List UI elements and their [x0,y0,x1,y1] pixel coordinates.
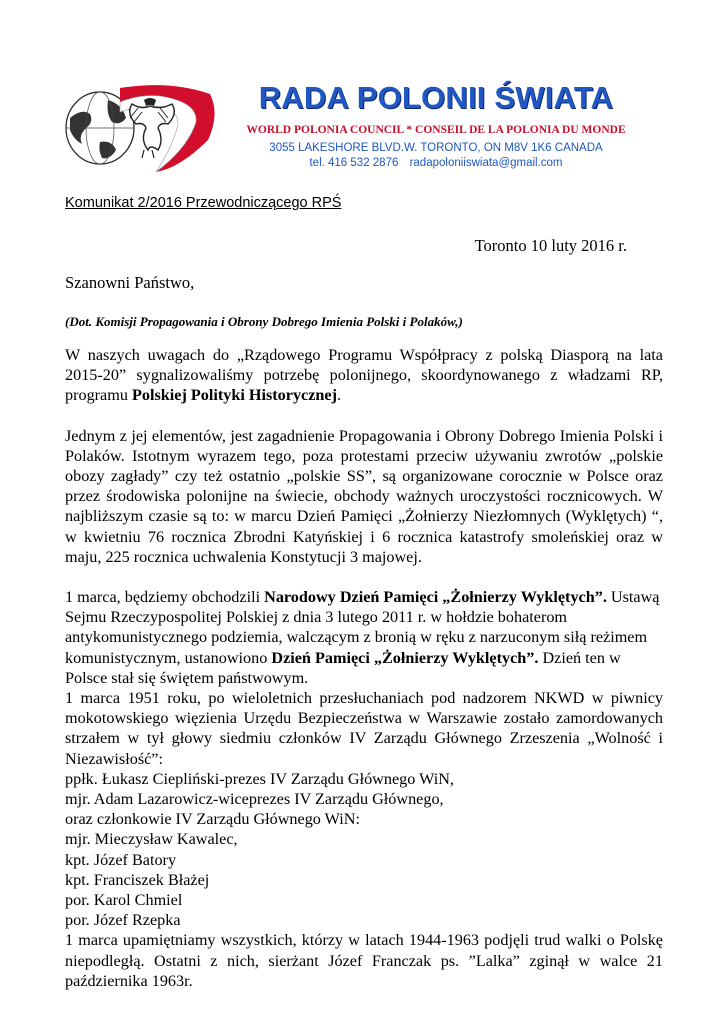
organization-contact [226,157,646,169]
list-item: por. Karol Chmiel [65,891,183,910]
organization-title: RADA POLONII ŚWIATA [258,80,614,115]
list-item: oraz członkowie IV Zarządu Głównego WiN: [65,810,360,829]
list-item: mjr. Adam Lazarowicz-wiceprezes IV Zarządu Głównego, [65,790,444,809]
paragraph-2: Jednym z jej elementów, jest zagadnienie Propagowania i Obrony Dobrego Imienia Polski i Polaków. Istotnym wyrazem tego, poza protestami przeciw używaniu zwrotów „polskie obozy zagłady” czy też ostatnio „polskie SS”, są organizowane corocznie w Polsce oraz przez środowiska polonijne na świecie, obchody ważnych uroczystości rocznicowych. W najbliższym czasie są to: w marcu Dzień Pamięci „Żołnierzy Niezłomnych (Wyklętych) “, w kwietniu 76 rocznica Zbrodni Katyńskiej i 6 rocznica katastrofy smoleńskiej oraz w maju, 225 rocznica uchwalenia Konstytucji 3 majowej. [65,426,663,566]
email-address[interactable]: radapoloniiswiata@gmail.com [409,157,563,169]
paragraph-3: 1 marca, będziemy obchodzili Narodowy Dzień Pamięci „Żołnierzy Wyklętych”. Ustawą Sejmu Rzeczypospolitej Polskiej z dnia 3 lutego 2011 r. w hołdzie bohaterom antykomunistycznego podziemia, walczącym z bronią w ręku z narzuconym siłą reżimem komunistycznym, ustanowiono Dzień Pamięci „Żołnierzy Wyklętych”. Dzień ten w Polsce stał się świętem państwowym. [65,588,660,687]
paragraph-4: 1 marca 1951 roku, po wieloletnich przesłuchaniach pod nadzorem NKWD w piwnicy mokotowskiego więzienia Urzędu Bezpieczeństwa w Warszawie zostało zamordowanych strzałem w tył głowy siedmiu członków IV Zarządu Głównego Zrzeszenia „Wolność i Niezawisłość”: [65,689,663,768]
paragraph-5: 1 marca upamiętniamy wszystkich, którzy w latach 1944-1963 podjęli trud walki o Polskę niepodległą. Ostatni z nich, sierżant Józef Franczak ps. ”Lalka” zginął w walce 21 października 1963r. [65,931,663,990]
names-list [65,769,663,931]
communique-title: Komunikat 2/2016 Przewodniczącego RPŚ [65,195,342,211]
paragraph-1: W naszych uwagach do „Rządowego Programu Współpracy z polską Diasporą na lata 2015-20” sygnalizowaliśmy potrzebę polonijnego, skoordynowanego z władzami RP, programu Polskiej Polityki Historycznej. [65,346,663,405]
phone-number: tel. 416 532 2876 [309,157,399,169]
organization-subtitle: WORLD POLONIA COUNCIL * CONSEIL DE LA POLONIA DU MONDE [246,124,626,136]
eagle-icon [130,98,175,158]
reference-line: (Dot. Komisji Propagowania i Obrony Dobrego Imienia Polski i Polaków,) [65,314,463,329]
list-item: kpt. Józef Batory [65,850,177,869]
salutation: Szanowni Państwo, [65,273,195,292]
list-item: kpt. Franciszek Błażej [65,870,210,889]
list-item: ppłk. Łukasz Ciepliński-prezes IV Zarządu Głównego WiN, [65,769,454,788]
organization-address: 3055 LAKESHORE BLVD.W. TORONTO, ON M8V 1K6 CANADA [269,142,603,154]
rada-polonii-logo [60,78,222,178]
letter-body [65,345,663,991]
letter-date: Toronto 10 luty 2016 r. [474,236,627,255]
list-item: por. Józef Rzepka [65,911,181,930]
list-item: mjr. Mieczysław Kawalec, [65,830,238,849]
